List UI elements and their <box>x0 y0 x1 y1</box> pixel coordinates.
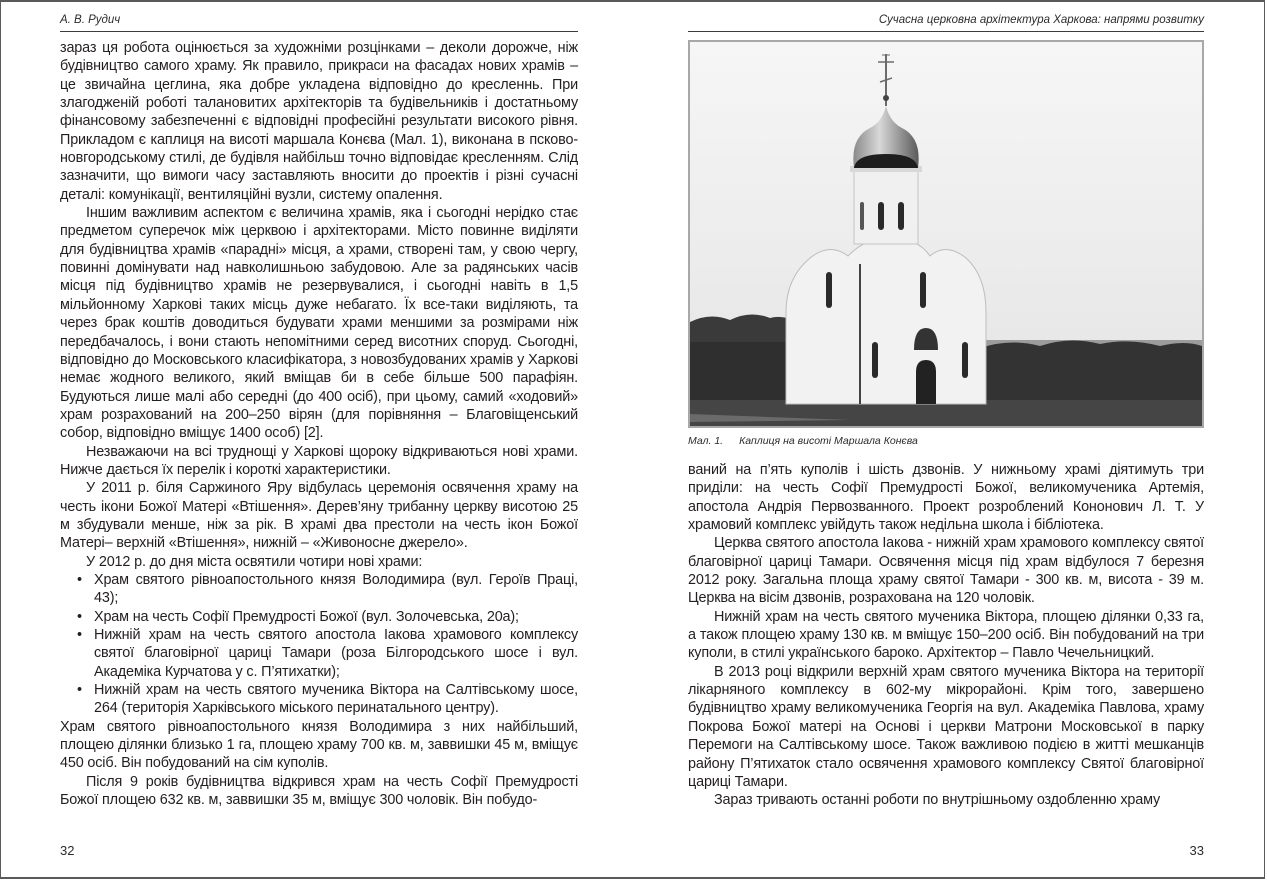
paragraph: Храм святого рівноапостольного князя Володимира з них найбільший, площею ділянки близько 1 га, площею храму 700 кв. м, заввишки 45 м, вміщує 450 осіб. Він побудований на сім куполів. <box>60 718 578 772</box>
page-number: 32 <box>60 843 75 858</box>
paragraph: Іншим важливим аспектом є величина храмів, яка і сьогодні нерідко стає предметом суперечок між церквою і архітекторами. Місто повинне виділяти для будівництва храмів «парадні» місця, а храми, створені там, у свою чергу, повинні домінувати над навколишньою забудовою. Але за радянських часів місця під будівництво храмів не резервувалися, і сьогодні навіть в 1,5 мільйонному Харкові таких місць дуже небагато. Їх все-таки виділяють, та через брак коштів доводиться будувати храми меншими за розмірами ніж передбачалось, і вони стають непомітними серед висотних споруд. Сьогодні, відповідно до Московського класифікатора, з новозбудованих храмів у Харкові немає жодного великого, який вміщав би в себе більше 500 парафіян. Будуються лише малі або середні (до 400 осіб), при цьому, самий «ходовий» храм розрахований на 200–250 вірян (для порівняння – Благовіщенський собор, відповідно вміщує 1400 особ) [2]. <box>60 205 578 442</box>
paragraph: Зараз тривають останні роботи по внутрішньому оздобленню храму <box>714 792 1161 809</box>
paragraph: Після 9 років будівництва відкрився храм на честь Софії Премудрості Божої площею 632 кв. м, заввишки 35 м, вміщує 300 чоловік. Він побудо- <box>60 773 578 809</box>
paragraph: Церква святого апостола Іакова - нижній храм храмового комплексу святої благовірної цариці Тамари. Освячення місця під храм відбулося 7 березня 2012 року. Загальна площа храму святої Тамари - 300 кв. м, висота - 39 м. Церква на вісім дзвонів, розрахована на 120 чоловік. <box>688 535 1204 607</box>
list-item: • Храм святого рівноапостольного князя Володимира (вул. Героїв Праці, 43); <box>94 571 578 608</box>
left-page-body <box>60 39 578 809</box>
paragraph: Нижній храм на честь святого мученика Віктора, площею ділянки 0,33 га, а також площею храму 130 кв. м вміщує 150–200 осіб. Він побудований на три куполи, в стилі українського бароко. Архітектор – Павло Чечельницкий. <box>688 608 1204 662</box>
right-page-body <box>688 461 1204 810</box>
figure-caption-text: Каплиця на висоті Маршала Конєва <box>739 435 918 447</box>
churches-list <box>60 571 578 718</box>
paragraph: В 2013 році відкрили верхній храм святого мученика Віктора на території лікарняного комплексу в 602-му мікрорайоні. Крім того, завершено будівництво храму великомученика Георгія на вул. Академіка Павлова, храму Покрова Божої матері на Основі і церкви Матрони Московської в парку Перемоги на Салтівському шосе. Також важливою подією в житті мешканців району П’ятихаток стало освячення храмового комплексу Святої благовірної цариці Тамари. <box>688 663 1204 790</box>
figure-label: Мал. 1. <box>688 435 724 447</box>
paragraph: У 2012 р. до дня міста освятили чотири нові храми: <box>86 553 423 570</box>
page-number: 33 <box>1189 843 1204 858</box>
paragraph: ваний на п’ять куполів і шість дзвонів. У нижньому храмі діятимуть три приділи: на честь Софії Премудрості Божої, великомученика Артемія, апостола Андрія Первозванного. Проект розроблений Кононович Л. Т. У храмовий комплекс увійдуть також недільна школа і бібліотека. <box>688 462 1204 534</box>
chapel-illustration <box>690 42 1202 426</box>
running-head-title: Сучасна церковна архітектура Харкова: напрями розвитку <box>688 14 1204 32</box>
list-item: • Нижній храм на честь святого мученика Віктора на Салтівському шосе, 264 (територія Харківського міського перинатального центру). <box>94 681 578 718</box>
list-item: • Нижній храм на честь святого апостола Іакова храмового комплексу святої благовірної цариці Тамари (роза Білгородського шосе і вул. Академіка Курчатова у с. П’ятихатки); <box>94 626 578 681</box>
paragraph: Незважаючи на всі труднощі у Харкові щороку відкриваються нові храми. Нижче дається їх перелік і короткі характеристики. <box>60 443 578 478</box>
right-page <box>688 0 1204 881</box>
chapel-photo <box>688 40 1204 428</box>
paragraph: зараз ця робота оцінюється за художніми розцінками – деколи дорожче, ніж будівництво самого храму. Як правило, прикраси на фасадах нових храмів – це звичайна цеглина, яка добре укладена відповідно до кресленнь. При злагодженій роботі талановитих архітекторів та будівельників і достатньому фінансовому забезпеченні є відповідні професійні результати високого рівня. Прикладом є каплиця на висоті маршала Конєва (Мал. 1), виконана в псково-новгородському стилі, де будівля найбільш точно відповідає кресленням. Слід зазначити, що вимоги часу заставляють вносити до проектів і різні сучасні деталі: комунікації, вентиляційні вузли, систему опалення. <box>60 40 578 203</box>
running-head-author: А. В. Рудич <box>60 14 578 32</box>
paragraph: У 2011 р. біля Саржиного Яру відбулась церемонія освячення храму на честь ікони Божої Матері «Втішення». Дерев’яну трибанну церкву висотою 25 м збудували менше, ніж за рік. В храмі два престоли на честь ікон Божої Матері– верхній «Втішення», нижній – «Живоносне джерело». <box>60 480 578 552</box>
left-page <box>60 0 578 881</box>
figure-caption <box>688 435 918 447</box>
list-item: • Храм на честь Софії Премудрості Божої (вул. Золочевська, 20а); <box>94 608 578 626</box>
